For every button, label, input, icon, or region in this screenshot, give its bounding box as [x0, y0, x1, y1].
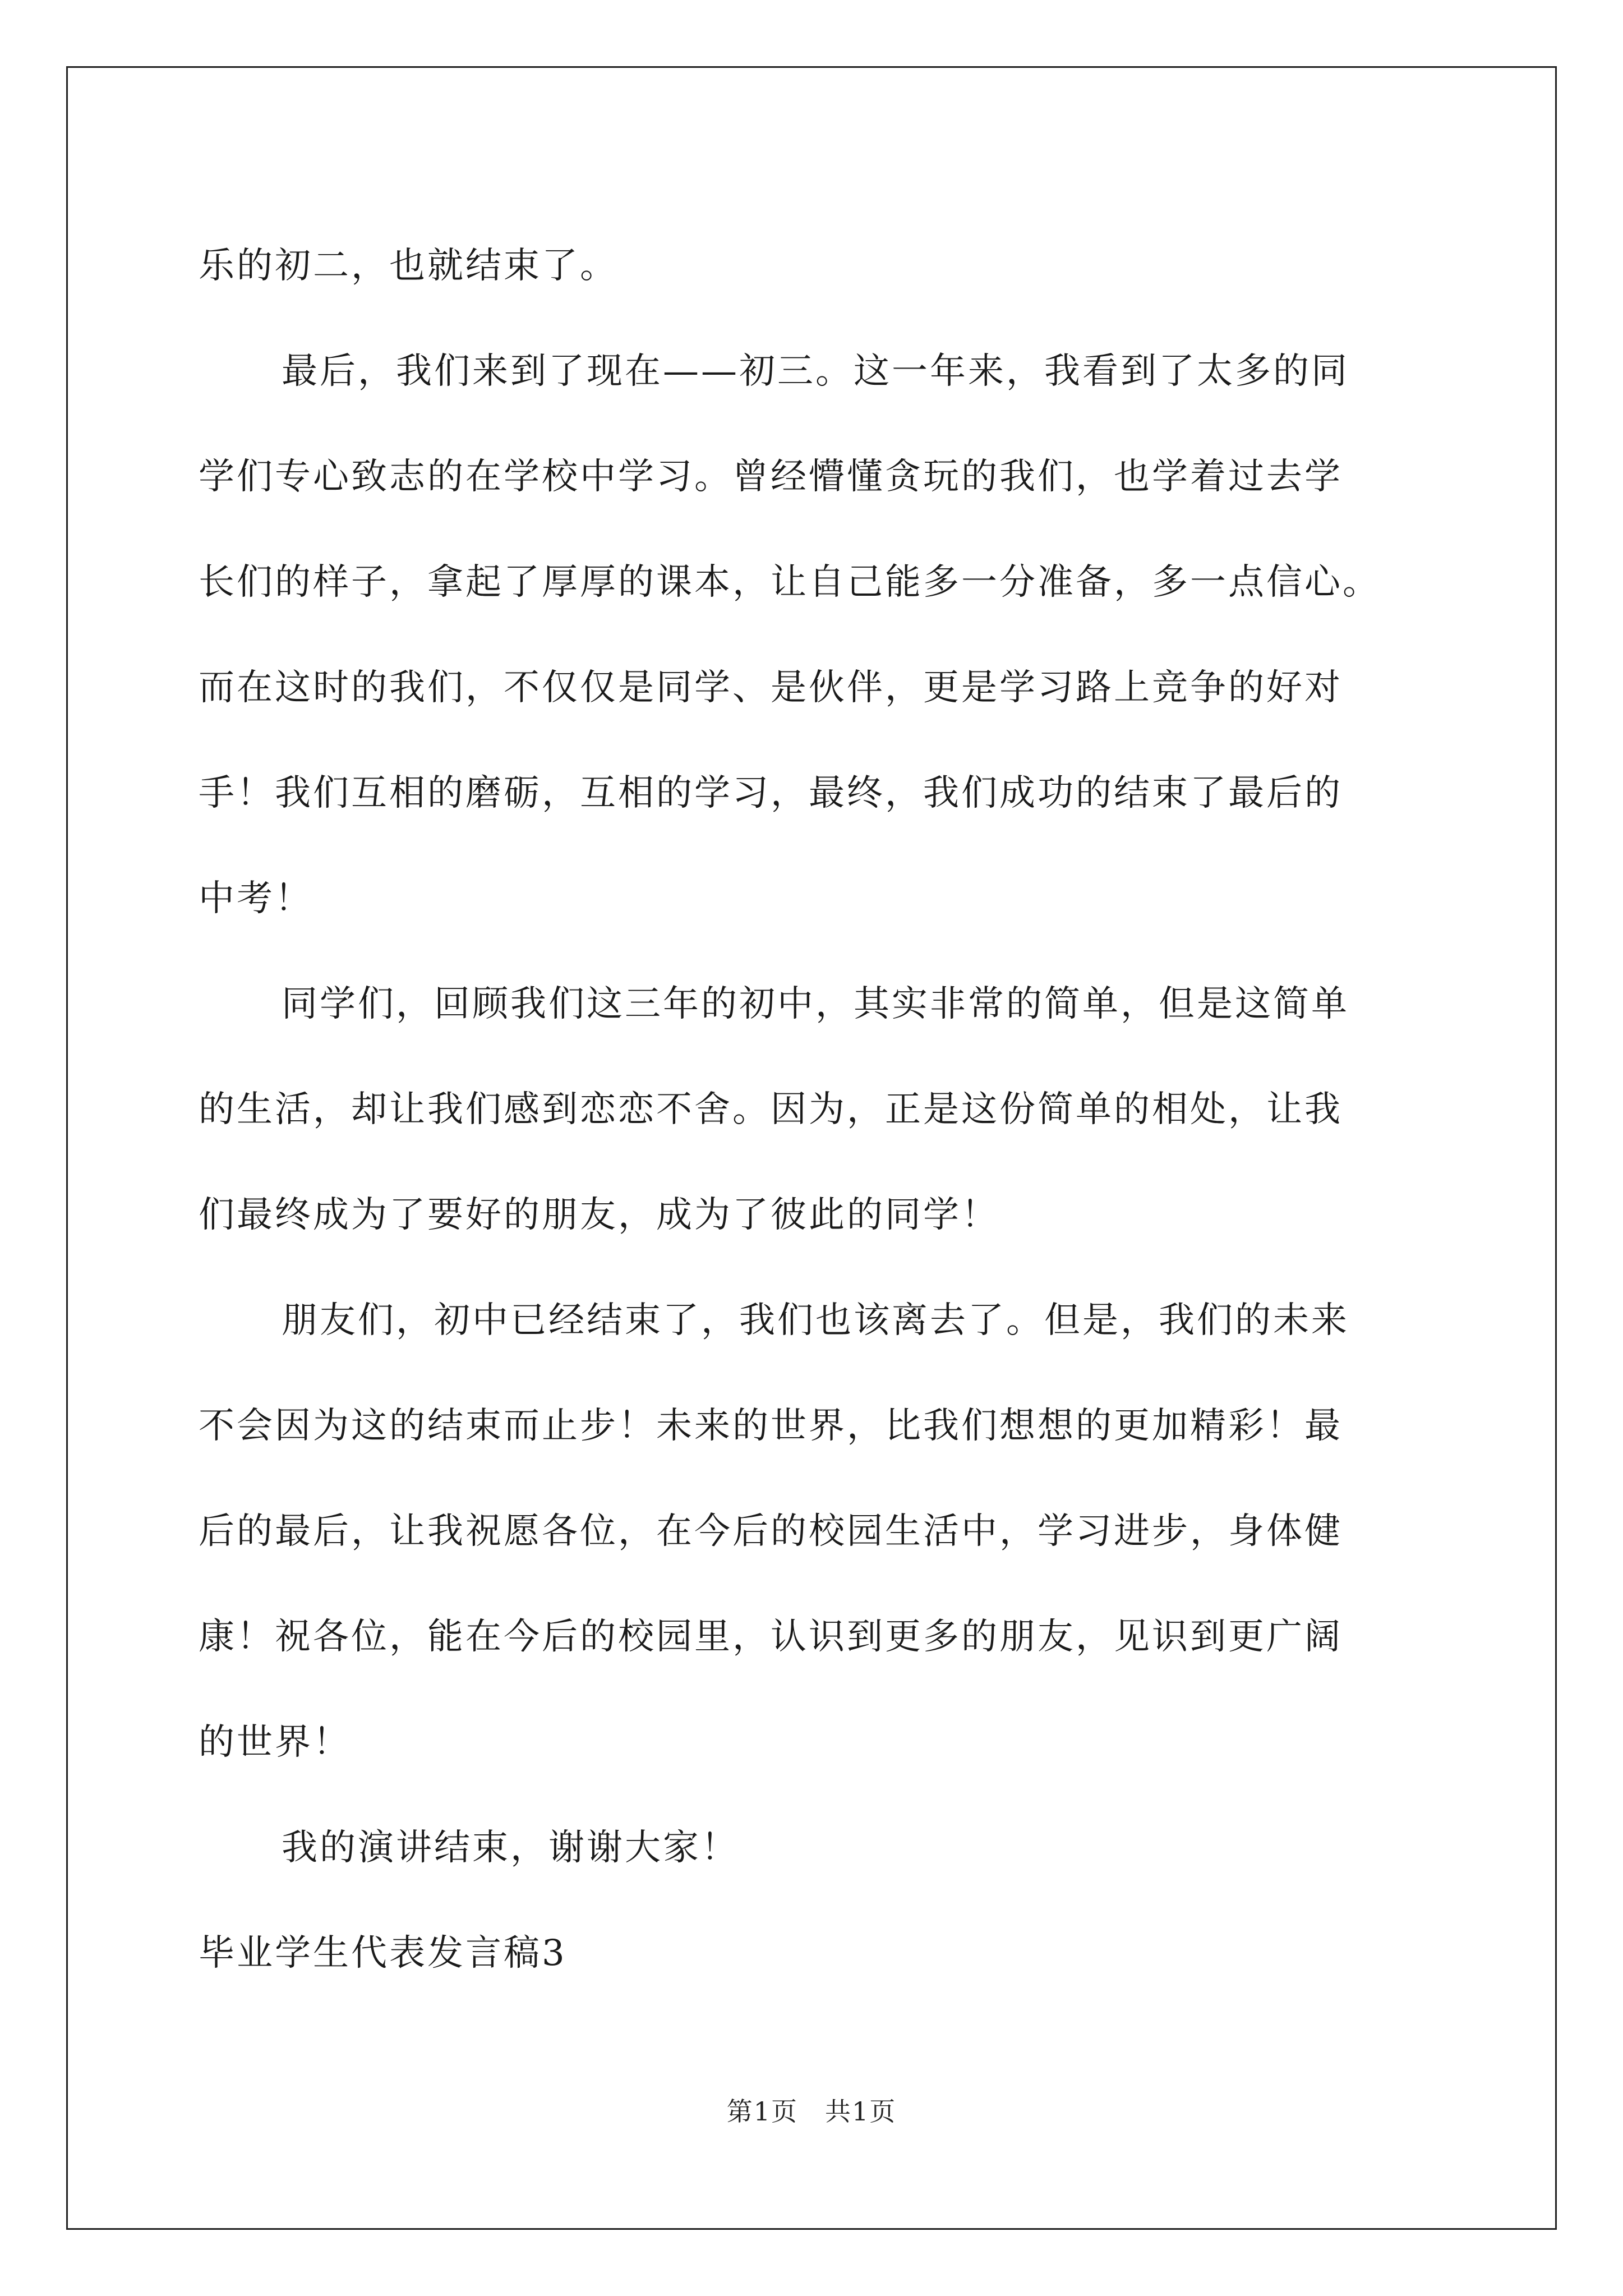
paragraph-line: 手！我们互相的磨砺，互相的学习，最终，我们成功的结束了最后的: [199, 772, 1343, 814]
page-footer: [0, 2091, 1623, 2128]
paragraph-line: 们最终成为了要好的朋友，成为了彼此的同学！: [199, 1194, 999, 1236]
paragraph-line: 的世界！: [199, 1722, 351, 1763]
paragraph-line: 我的演讲结束，谢谢大家！: [282, 1827, 739, 1869]
paragraph-line: 乐的初二，也就结束了。: [199, 245, 618, 287]
paragraph-line: 而在这时的我们，不仅仅是同学、是伙伴，更是学习路上竞争的好对: [199, 667, 1343, 708]
paragraph-line: 同学们，回顾我们这三年的初中，其实非常的简单，但是这简单: [282, 983, 1349, 1025]
section-heading: 毕业学生代表发言稿3: [199, 1932, 567, 1974]
paragraph-line: 学们专心致志的在学校中学习。曾经懵懂贪玩的我们，也学着过去学: [199, 456, 1343, 498]
page-number-current: 第1页: [726, 2096, 798, 2127]
paragraph-line: 最后，我们来到了现在——初三。这一年来，我看到了太多的同: [282, 351, 1349, 392]
paragraph-line: 长们的样子，拿起了厚厚的课本，让自己能多一分准备，多一点信心。: [199, 562, 1381, 603]
paragraph-line: 的生活，却让我们感到恋恋不舍。因为，正是这份简单的相处，让我: [199, 1089, 1343, 1130]
paragraph-line: 不会因为这的结束而止步！未来的世界，比我们想想的更加精彩！最: [199, 1405, 1343, 1447]
paragraph-line: 朋友们，初中已经结束了，我们也该离去了。但是，我们的未来: [282, 1300, 1349, 1341]
page-number-total: 共1页: [825, 2096, 897, 2127]
paragraph-line: 后的最后，让我祝愿各位，在今后的校园生活中，学习进步，身体健: [199, 1511, 1343, 1552]
document-body: [199, 213, 1432, 2006]
paragraph-line: 康！祝各位，能在今后的校园里，认识到更多的朋友，见识到更广阔: [199, 1616, 1343, 1658]
paragraph-line: 中考！: [199, 878, 313, 919]
